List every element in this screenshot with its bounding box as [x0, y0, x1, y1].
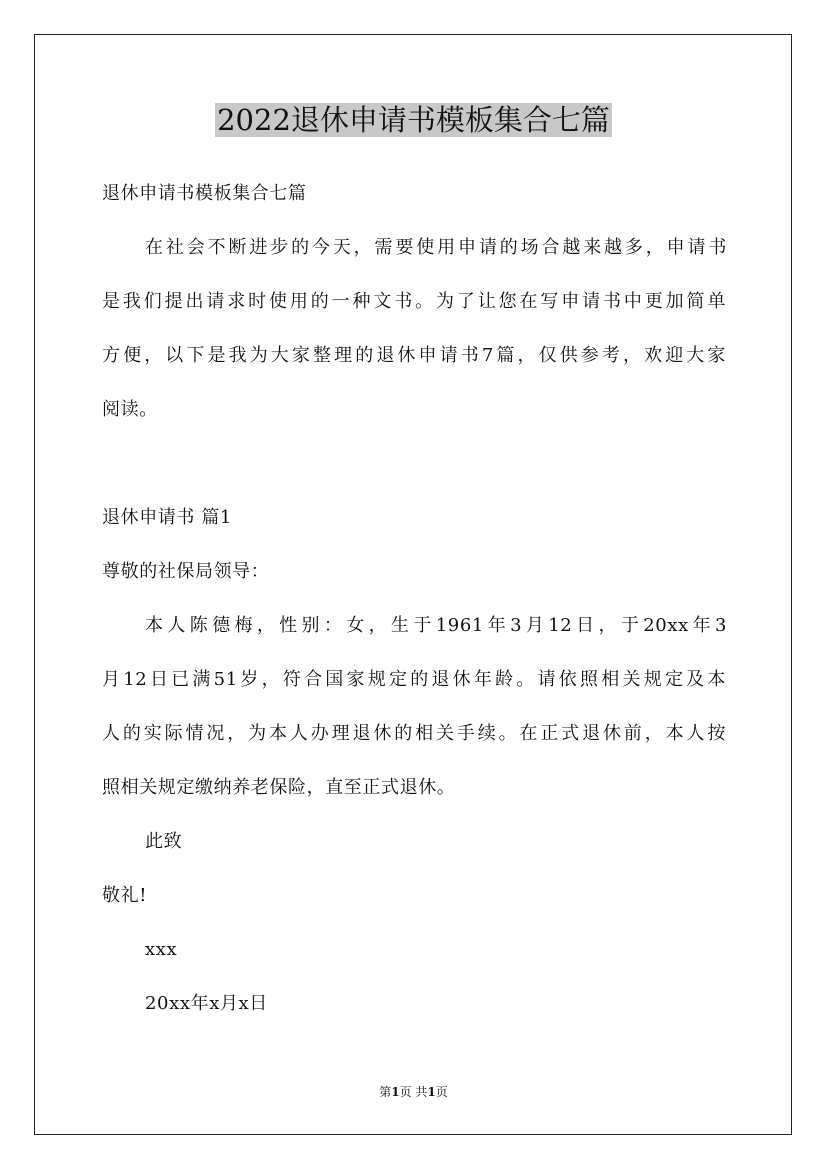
intro-line: 方便，以下是我为大家整理的退休申请书7篇，仅供参考，欢迎大家 [102, 345, 726, 366]
footer-mid: 页 共 [399, 1085, 428, 1099]
body-line: 月12日已满51岁，符合国家规定的退休年龄。请依照相关规定及本 [102, 669, 726, 690]
document-title-text: 2022退休申请书模板集合七篇 [217, 103, 610, 137]
page-footer [0, 1084, 827, 1100]
intro-line: 是我们提出请求时使用的一种文书。为了让您在写申请书中更加简单 [102, 291, 726, 312]
closing-regards: 此致 [145, 831, 183, 852]
document-title [0, 100, 827, 140]
body-line: 人的实际情况，为本人办理退休的相关手续。在正式退休前，本人按 [102, 723, 726, 744]
section-heading: 退休申请书 篇1 [102, 507, 232, 528]
intro-line: 在社会不断进步的今天，需要使用申请的场合越来越多，申请书 [145, 237, 727, 258]
document-subtitle: 退休申请书模板集合七篇 [102, 183, 307, 204]
footer-page-current: 1 [391, 1085, 400, 1099]
body-line: 本人陈德梅，性别：女，生于1961年3月12日，于20xx年3 [145, 615, 728, 636]
footer-suffix: 页 [435, 1085, 448, 1099]
intro-line: 阅读。 [102, 399, 158, 420]
closing-salute: 敬礼! [102, 885, 148, 906]
body-line: 照相关规定缴纳养老保险，直至正式退休。 [102, 777, 456, 798]
salutation: 尊敬的社保局领导： [102, 561, 270, 582]
signature-date: 20xx年x月x日 [145, 993, 268, 1014]
signature: xxx [145, 939, 178, 960]
footer-prefix: 第 [379, 1085, 392, 1099]
footer-page-total: 1 [427, 1085, 436, 1099]
